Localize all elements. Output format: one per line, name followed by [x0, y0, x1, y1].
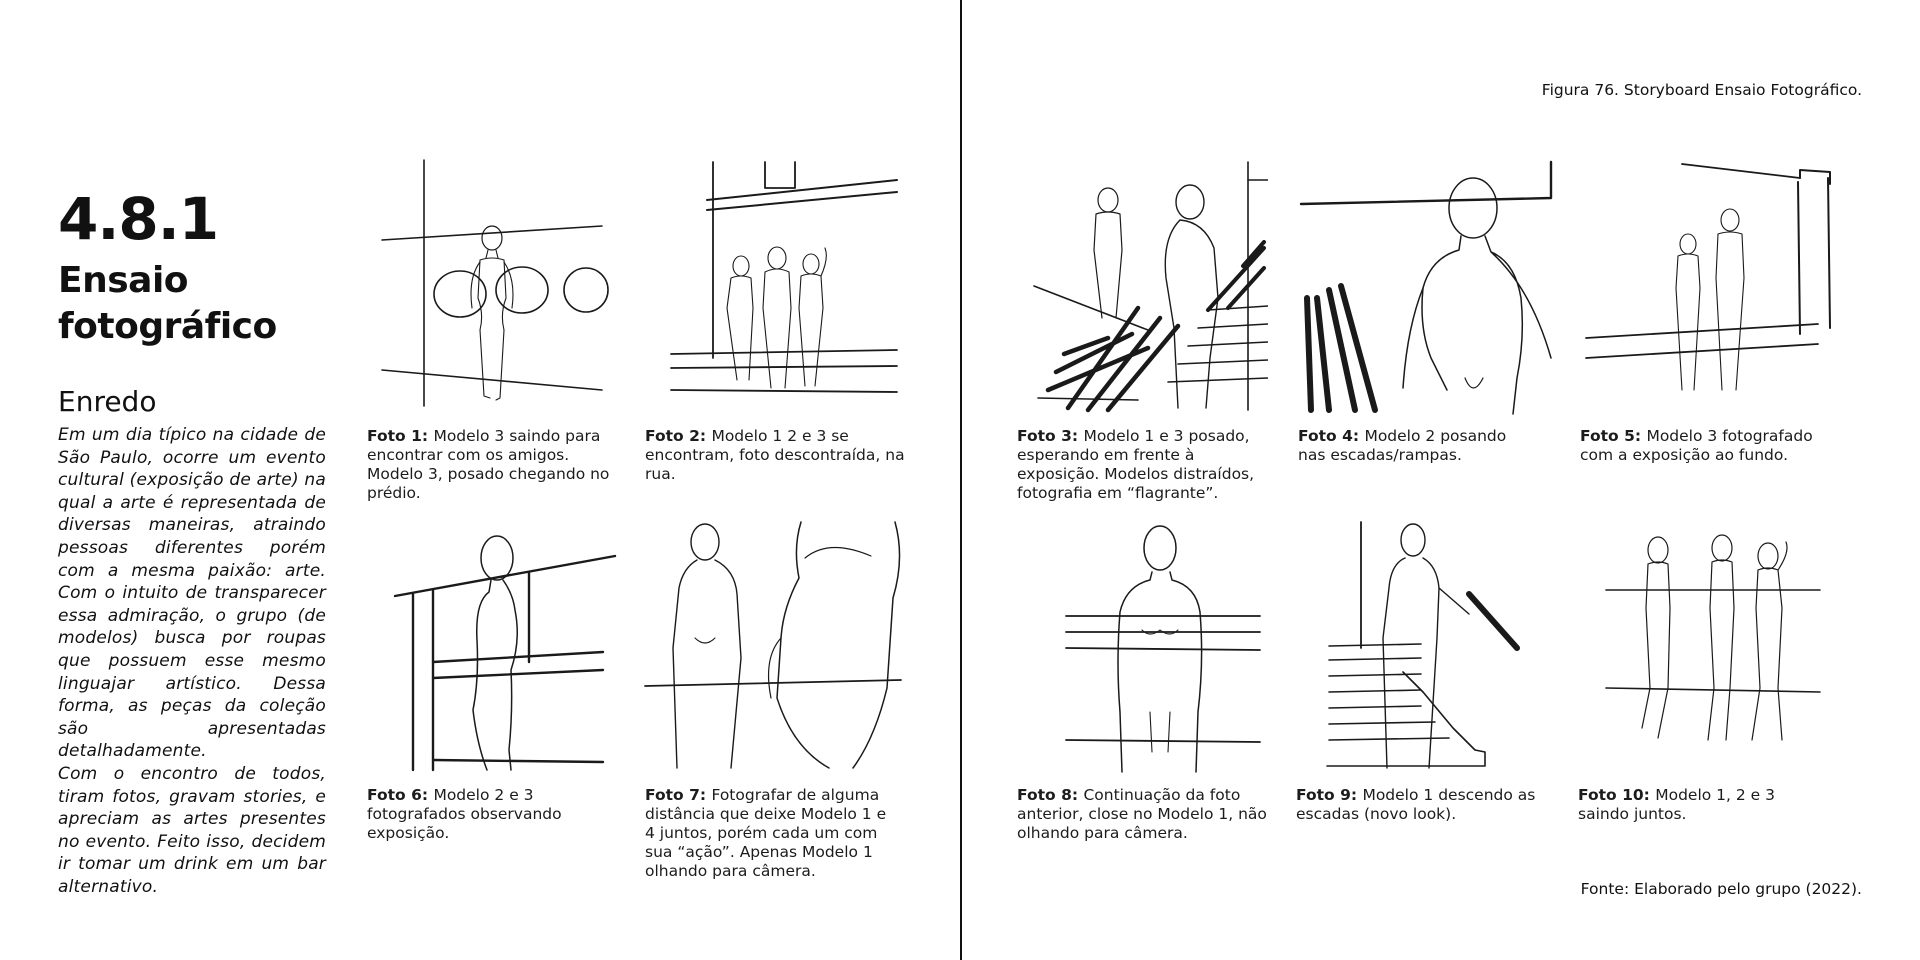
caption-text: Modelo 1 descendo as escadas (novo look).: [1296, 786, 1536, 823]
caption-label: Foto 5:: [1580, 427, 1647, 445]
caption-label: Foto 3:: [1017, 427, 1084, 445]
storyboard-caption-6: [367, 786, 617, 843]
storyboard-sketch-6: [393, 530, 618, 775]
caption-text: Modelo 3 saindo para encontrar com os amigos. Modelo 3, posado chegando no prédio.: [367, 427, 610, 502]
storyboard-caption-2: [645, 427, 905, 484]
caption-text: Modelo 3 fotografado com a exposição ao fundo.: [1580, 427, 1813, 464]
caption-label: Foto 2:: [645, 427, 712, 445]
storyboard-caption-8: [1017, 786, 1279, 843]
section-number: 4.8.1: [58, 185, 219, 253]
section-title: Ensaio fotográfico: [58, 260, 277, 348]
figure-source: Fonte: Elaborado pelo grupo (2022).: [1580, 880, 1862, 898]
storyboard-sketch-10: [1602, 528, 1824, 773]
page-divider: [960, 0, 962, 960]
storyboard-caption-10: [1578, 786, 1828, 824]
caption-label: Foto 1:: [367, 427, 434, 445]
caption-label: Foto 7:: [645, 786, 712, 804]
caption-text: Modelo 2 posando nas escadas/rampas.: [1298, 427, 1507, 464]
caption-text: Modelo 2 e 3 fotografados observando exposição.: [367, 786, 562, 842]
storyboard-sketch-7: [643, 518, 903, 773]
storyboard-sketch-9: [1325, 518, 1530, 778]
intro-paragraph-2: Com o encontro de todos, tiram fotos, gravam stories, e apreciam as artes presentes no evento. Feito isso, decidem ir tomar um drink em um bar alternativo.: [58, 764, 326, 897]
figure-title: Figura 76. Storyboard Ensaio Fotográfico.: [1541, 81, 1862, 99]
caption-text: Modelo 1 2 e 3 se encontram, foto descontraída, na rua.: [645, 427, 905, 483]
caption-label: Foto 4:: [1298, 427, 1365, 445]
caption-label: Foto 9:: [1296, 786, 1363, 804]
caption-label: Foto 10:: [1578, 786, 1656, 804]
storyboard-sketch-5: [1580, 158, 1840, 406]
storyboard-caption-1: [367, 427, 617, 503]
intro-paragraph-1: Em um dia típico na cidade de São Paulo, ocorre um evento cultural (exposição de arte) na qual a arte é representada de diversas maneiras, atraindo pessoas diferentes porém com a mesma paixão: arte. Com o intuito de transparecer essa admiração, o grupo (de modelos) busca por roupas que possuem esse mesmo linguajar artístico. Dessa forma, as peças da coleção são apresentadas detalhadamente.: [58, 425, 326, 762]
storyboard-sketch-2: [665, 158, 903, 413]
storyboard-caption-4: [1298, 427, 1538, 465]
caption-text: Modelo 1 e 3 posado, esperando em frente à exposição. Modelos distraídos, fotografia em “flagrante”.: [1017, 427, 1255, 502]
subsection-title: Enredo: [58, 385, 157, 418]
caption-label: Foto 6:: [367, 786, 434, 804]
caption-label: Foto 8:: [1017, 786, 1084, 804]
caption-text: Fotografar de alguma distância que deixe Modelo 1 e 4 juntos, porém cada um com sua “ação”. Apenas Modelo 1 olhando para câmera.: [645, 786, 887, 880]
caption-text: Modelo 1, 2 e 3 saindo juntos.: [1578, 786, 1776, 823]
storyboard-caption-7: [645, 786, 897, 881]
caption-text: Continuação da foto anterior, close no Modelo 1, não olhando para câmera.: [1017, 786, 1267, 842]
storyboard-sketch-4: [1295, 158, 1560, 416]
storyboard-sketch-8: [1060, 522, 1265, 777]
storyboard-sketch-3: [1028, 158, 1268, 416]
storyboard-caption-5: [1580, 427, 1822, 465]
storyboard-caption-9: [1296, 786, 1536, 824]
storyboard-caption-3: [1017, 427, 1279, 503]
storyboard-sketch-1: [372, 158, 612, 413]
